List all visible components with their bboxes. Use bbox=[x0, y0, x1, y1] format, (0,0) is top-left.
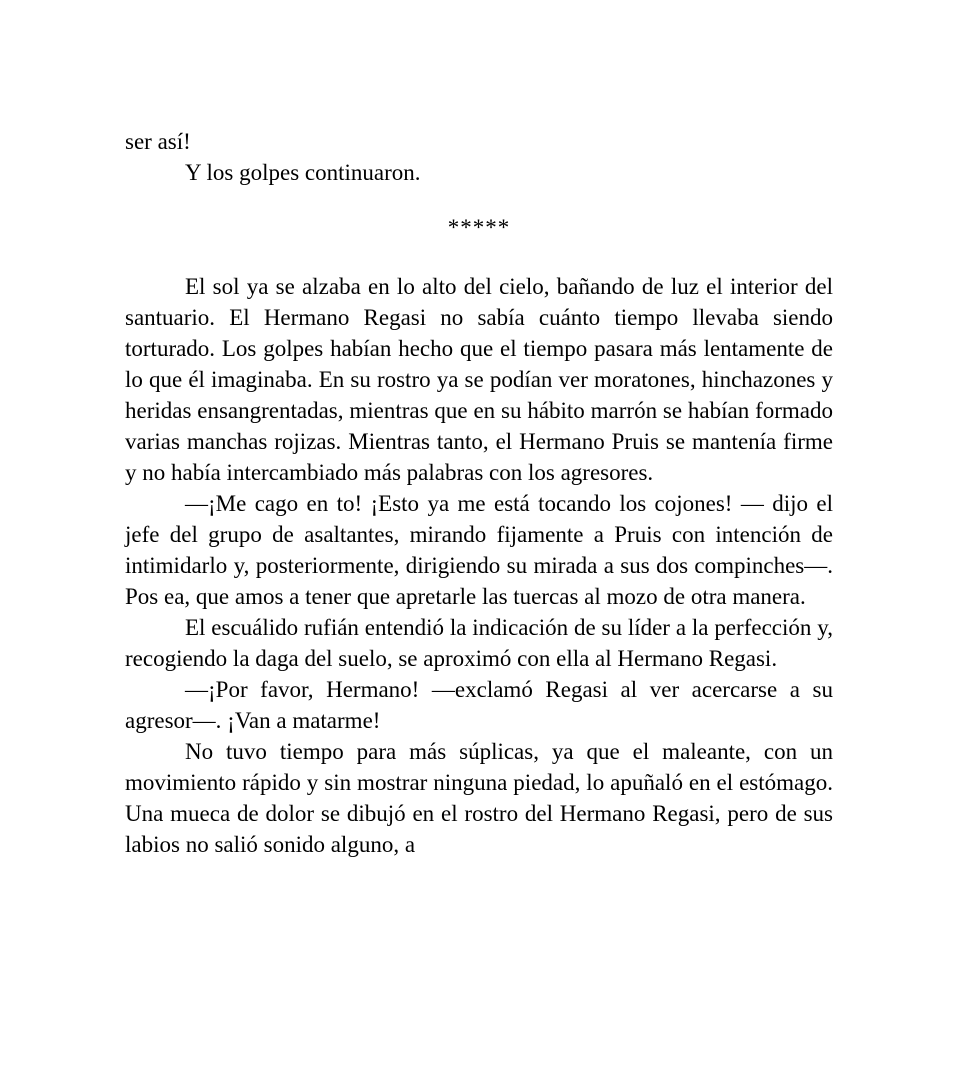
scene-break-separator: ***** bbox=[447, 215, 511, 240]
paragraph: —¡Me cago en to! ¡Esto ya me está tocando los cojones! — dijo el jefe del grupo de asaltantes, mirando fijamente a Pruis con intención de intimidarlo y, posteriormente, dirigiendo su mirada a sus dos compinches—. Pos ea, que amos a tener que apretarle las tuercas al mozo de otra manera. bbox=[125, 491, 833, 609]
continuation-line: ser así! bbox=[125, 129, 191, 154]
paragraph: No tuvo tiempo para más súplicas, ya que el maleante, con un movimiento rápido y sin mostrar ninguna piedad, lo apuñaló en el estómago. Una mueca de dolor se dibujó en el rostro del Hermano Regasi, pero de sus labios no salió sonido alguno, a bbox=[125, 739, 833, 857]
paragraph: —¡Por favor, Hermano! —exclamó Regasi al ver acercarse a su agresor—. ¡Van a matarme! bbox=[125, 677, 833, 733]
paragraph: Y los golpes continuaron. bbox=[185, 160, 421, 185]
paragraph: El sol ya se alzaba en lo alto del cielo, bañando de luz el interior del santuario. El Hermano Regasi no sabía cuánto tiempo llevaba siendo torturado. Los golpes habían hecho que el tiempo pasara más lentamente de lo que él imaginaba. En su rostro ya se podían ver moratones, hinchazones y heridas ensangrentadas, mientras que en su hábito marrón se habían formado varias manchas rojizas. Mientras tanto, el Hermano Pruis se mantenía firme y no había intercambiado más palabras con los agresores. bbox=[125, 274, 833, 485]
paragraph: El escuálido rufián entendió la indicación de su líder a la perfección y, recogiendo la daga del suelo, se aproximó con ella al Hermano Regasi. bbox=[125, 615, 833, 671]
text-block bbox=[125, 126, 833, 860]
